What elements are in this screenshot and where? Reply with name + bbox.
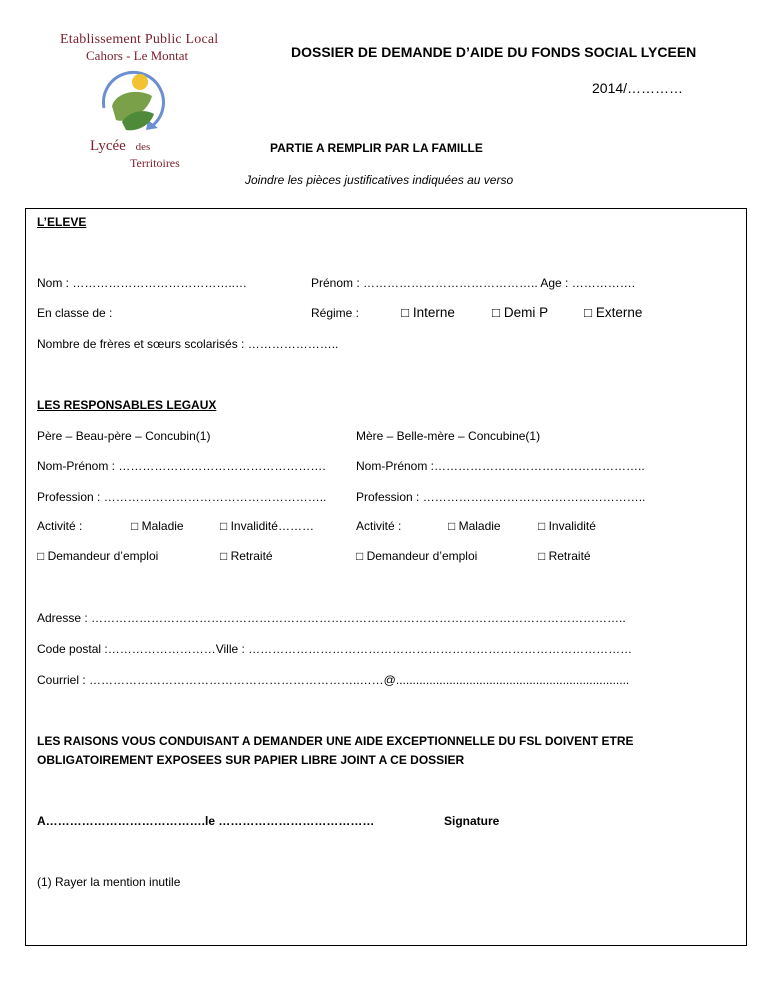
- mother-heading: Mère – Belle-mère – Concubine(1): [356, 429, 541, 443]
- regime-interne-checkbox[interactable]: □ Interne: [401, 305, 455, 320]
- footnote: (1) Rayer la mention inutile: [37, 875, 181, 889]
- father-demandeur-checkbox[interactable]: □ Demandeur d’emploi: [37, 549, 159, 563]
- section-eleve-heading: L’ELEVE: [37, 215, 87, 229]
- email-field[interactable]: Courriel : …………………………………………………………..……@......................................................................: [37, 673, 630, 687]
- logo-emblem-icon: [92, 62, 172, 138]
- part-heading: PARTIE A REMPLIR PAR LA FAMILLE: [270, 141, 483, 155]
- regime-label: Régime :: [311, 306, 360, 320]
- document-title: DOSSIER DE DEMANDE D’AIDE DU FONDS SOCIAL LYCEEN: [291, 44, 697, 60]
- father-retraite-checkbox[interactable]: □ Retraité: [220, 549, 273, 563]
- regime-externe-checkbox[interactable]: □ Externe: [584, 305, 643, 320]
- logo-line2: Cahors - Le Montat: [86, 48, 189, 63]
- reasons-line2: OBLIGATOIREMENT EXPOSEES SUR PAPIER LIBRE JOINT A CE DOSSIER: [37, 753, 465, 767]
- mother-invalidite-checkbox[interactable]: □ Invalidité: [538, 519, 596, 533]
- father-activity-label: Activité :: [37, 519, 83, 533]
- school-year: 2014/…………: [592, 80, 684, 96]
- school-logo: [52, 28, 232, 178]
- postal-city-field[interactable]: Code postal :………………………Ville : ……………………………………………………………………………………: [37, 642, 633, 656]
- regime-demi-checkbox[interactable]: □ Demi P: [492, 305, 549, 320]
- signature-label: Signature: [444, 814, 500, 828]
- siblings-field[interactable]: Nombre de frères et sœurs scolarisés : …………………..: [37, 337, 339, 351]
- student-name-field[interactable]: Nom : …………………………………..…: [37, 276, 248, 290]
- attachments-note: Joindre les pièces justificatives indiquées au verso: [245, 173, 514, 187]
- mother-activity-label: Activité :: [356, 519, 402, 533]
- father-heading: Père – Beau-père – Concubin(1): [37, 429, 211, 443]
- student-firstname-age-field[interactable]: Prénom : …………………………………….. Age : …………….: [311, 276, 636, 290]
- mother-name-field[interactable]: Nom-Prénom :……………………………………………..: [356, 459, 645, 473]
- father-invalidite-checkbox[interactable]: □ Invalidité………: [220, 519, 314, 533]
- father-profession-field[interactable]: Profession : ………………………………………………..: [37, 490, 327, 504]
- mother-profession-field[interactable]: Profession : ………………………………………………..: [356, 490, 646, 504]
- mother-retraite-checkbox[interactable]: □ Retraité: [538, 549, 591, 563]
- logo-brand: Lycée des Territoires: [90, 138, 180, 170]
- place-date-field[interactable]: A………………………………….le …………………………………: [37, 814, 375, 828]
- section-responsables-heading: LES RESPONSABLES LEGAUX: [37, 398, 217, 412]
- mother-demandeur-checkbox[interactable]: □ Demandeur d’emploi: [356, 549, 478, 563]
- father-name-field[interactable]: Nom-Prénom : …………………………………………….: [37, 459, 326, 473]
- address-field[interactable]: Adresse : ……………………………………………………………………………………………………………………..: [37, 611, 626, 625]
- logo-line1: Etablissement Public Local: [60, 32, 219, 47]
- student-class-field[interactable]: En classe de :: [37, 306, 113, 320]
- reasons-line1: LES RAISONS VOUS CONDUISANT A DEMANDER UNE AIDE EXCEPTIONNELLE DU FSL DOIVENT ETRE: [37, 734, 634, 748]
- mother-maladie-checkbox[interactable]: □ Maladie: [448, 519, 501, 533]
- father-maladie-checkbox[interactable]: □ Maladie: [131, 519, 184, 533]
